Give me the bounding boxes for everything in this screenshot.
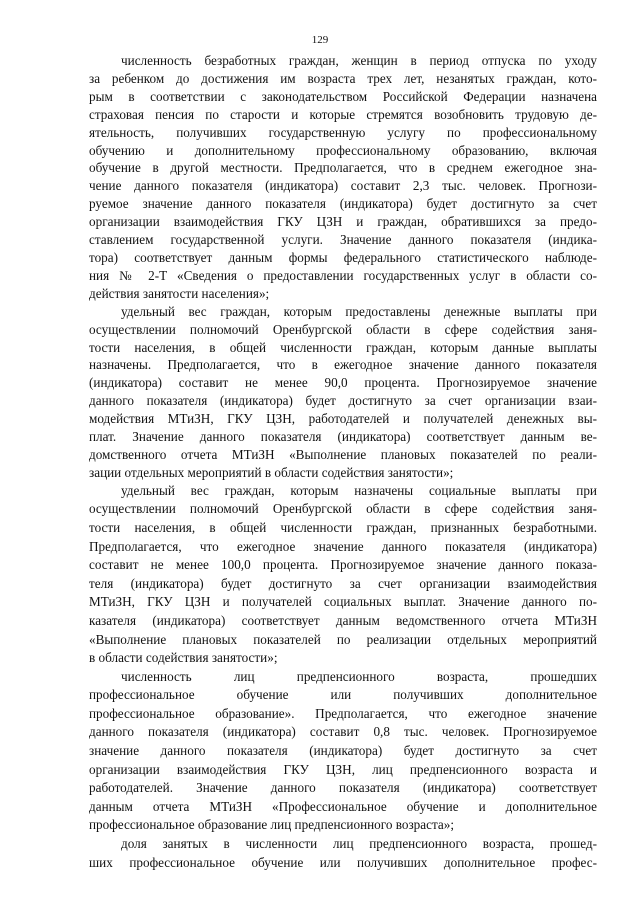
text-line: теля (индикатора) будет достигнуто за счет организации взаимодействия bbox=[89, 575, 597, 591]
page-number: 129 bbox=[311, 34, 329, 46]
text-line: тости населения, в общей численности граждан, которым данные выплаты bbox=[89, 339, 597, 355]
text-line: Предполагается, что ежегодное значение данного показателя (индикатора) bbox=[89, 538, 597, 554]
text-line: модействия МТиЗН, ГКУ ЦЗН, работодателей и получателей денежных вы- bbox=[89, 411, 597, 427]
paragraph-pre-retirement-training-count bbox=[89, 668, 597, 835]
text-line: чение данного показателя (индикатора) составит 2,3 тыс. человек. Прогнози- bbox=[89, 178, 597, 194]
text-line: за ребенком до достижения им возраста трех лет, незанятых граждан, кото- bbox=[89, 70, 597, 86]
text-line: обучение в другой местности. Предполагается, что в среднем ежегодное зна- bbox=[89, 160, 597, 176]
text-line: осуществлении полномочий Оренбургской области в сфере содействия заня- bbox=[89, 501, 597, 517]
text-line: данного показателя (индикатора) будет достигнуто за счет организации взаи- bbox=[89, 393, 597, 409]
text-line: численность лиц предпенсионного возраста, прошедших bbox=[121, 668, 597, 684]
text-line: удельный вес граждан, которым назначены социальные выплаты при bbox=[121, 482, 597, 498]
text-line: казателя (индикатора) соответствует данным ведомственного отчета МТиЗН bbox=[89, 612, 597, 628]
paragraph-cash-payments-share bbox=[89, 303, 597, 482]
text-line: ния № 2-Т «Сведения о предоставлении государственных услуг в области со- bbox=[89, 267, 597, 283]
text-line: страховая пенсия по старости и которые стремятся возобновить трудовую де- bbox=[89, 106, 597, 122]
text-line: ших профессиональное обучение или получивших дополнительное профес- bbox=[89, 854, 597, 870]
text-line: данного показателя (индикатора) составит 0,8 тыс. человек. Прогнозируемое bbox=[89, 724, 597, 740]
text-line: работодателей. Значение данного показателя (индикатора) соответствует bbox=[89, 780, 597, 796]
text-line: ятельность, получивших государственную услугу по профессиональному bbox=[89, 124, 597, 140]
text-line: организации взаимодействия ГКУ ЦЗН и граждан, обратившихся за предо- bbox=[89, 214, 597, 230]
paragraph-pre-retirement-employed-share bbox=[89, 835, 597, 872]
text-line: руемое значение данного показателя (индикатора) будет достигнуто за счет bbox=[89, 196, 597, 212]
text-line: зации отдельных мероприятий в области содействия занятости»; bbox=[89, 464, 454, 480]
text-line: тора) соответствует данным формы федерального статистического наблюде- bbox=[89, 249, 597, 265]
text-line: обучению и дополнительному профессиональному образованию, включая bbox=[89, 142, 597, 158]
text-line: действия занятости населения»; bbox=[89, 285, 270, 301]
text-line: (индикатора) составит не менее 90,0 процента. Прогнозируемое значение bbox=[89, 375, 597, 391]
text-line: составит не менее 100,0 процента. Прогнозируемое значение данного показа- bbox=[89, 557, 597, 573]
text-line: домственного отчета МТиЗН «Выполнение плановых показателей по реали- bbox=[89, 446, 597, 462]
text-line: осуществлении полномочий Оренбургской области в сфере содействия заня- bbox=[89, 321, 597, 337]
text-line: плат. Значение данного показателя (индикатора) соответствует данным ве- bbox=[89, 429, 597, 445]
text-line: тости населения, в общей численности граждан, признанных безработными. bbox=[89, 519, 597, 535]
text-line: «Выполнение плановых показателей по реализации отдельных мероприятий bbox=[89, 631, 597, 647]
text-line: профессиональное образование». Предполагается, что ежегодное значение bbox=[89, 705, 597, 721]
text-line: доля занятых в численности лиц предпенсионного возраста, прошед- bbox=[121, 836, 597, 852]
text-line: в области содействия занятости»; bbox=[89, 650, 278, 666]
paragraph-social-payments-share bbox=[89, 482, 597, 668]
text-line: удельный вес граждан, которым предоставлены денежные выплаты при bbox=[121, 303, 597, 319]
text-line: профессиональное образование лиц предпенсионного возраста»; bbox=[89, 817, 455, 833]
text-line: МТиЗН, ГКУ ЦЗН и получателей социальных выплат. Значение данного по- bbox=[89, 594, 597, 610]
text-line: организации взаимодействия ГКУ ЦЗН, лиц предпенсионного возраста и bbox=[89, 761, 597, 777]
text-line: рым в соответствии с законодательством Российской Федерации назначена bbox=[89, 88, 597, 104]
text-line: ставлением государственной услуги. Значение данного показателя (индика- bbox=[89, 232, 597, 248]
text-line: данным отчета МТиЗН «Профессиональное обучение и дополнительное bbox=[89, 798, 597, 814]
document-body bbox=[89, 52, 597, 872]
text-line: численность безработных граждан, женщин в период отпуска по уходу bbox=[121, 53, 597, 68]
text-line: значение данного показателя (индикатора) будет достигнуто за счет bbox=[89, 743, 597, 759]
paragraph-unemployed-training-count bbox=[89, 52, 597, 303]
text-line: профессиональное обучение или получивших дополнительное bbox=[89, 687, 597, 703]
text-line: назначены. Предполагается, что в ежегодное значение данного показателя bbox=[89, 357, 597, 373]
